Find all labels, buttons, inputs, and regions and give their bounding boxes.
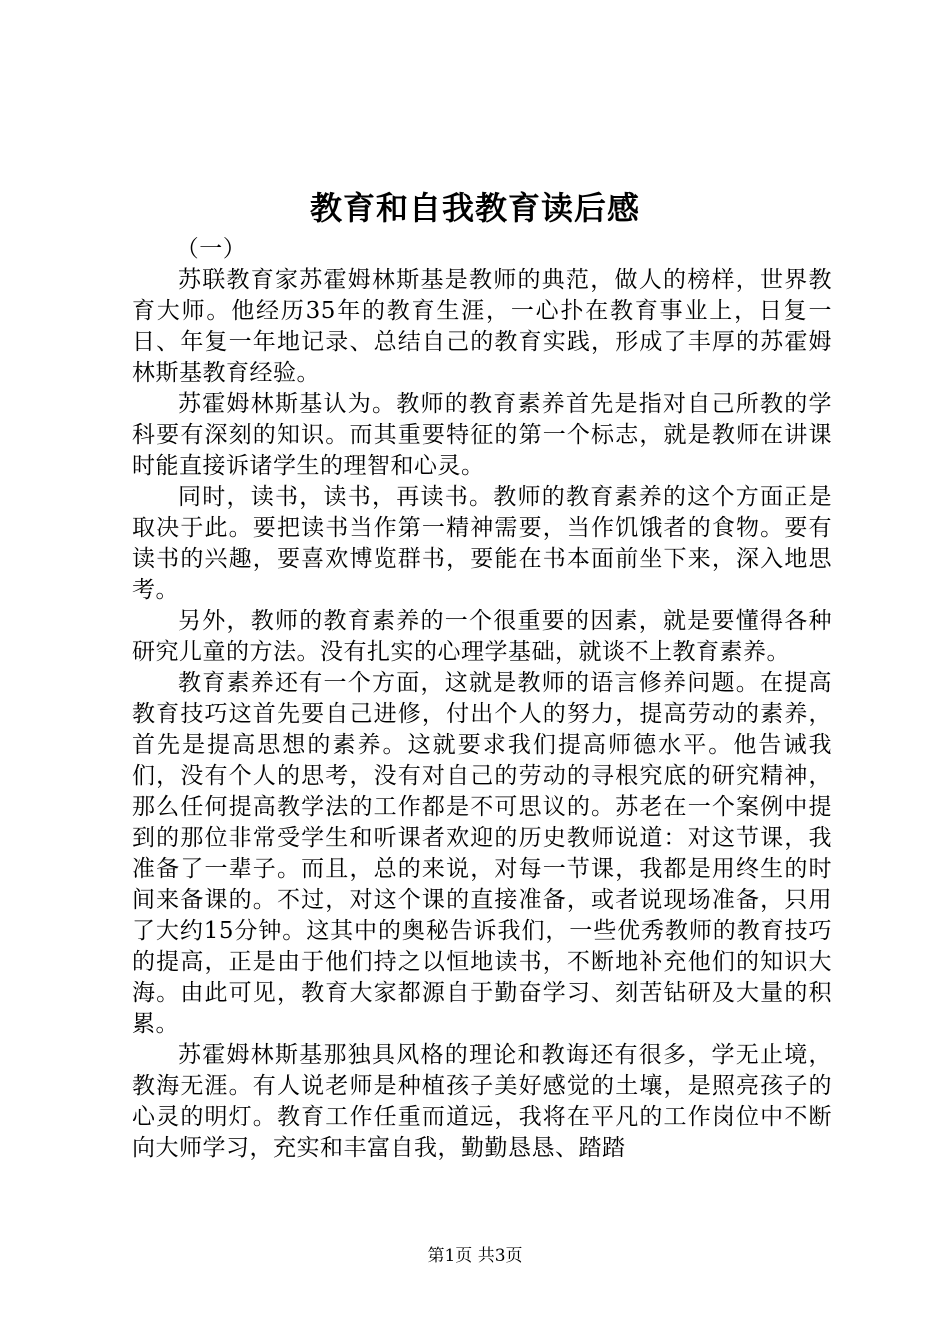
- paragraph-5: 教育素养还有一个方面，这就是教师的语言修养问题。在提高教育技巧这首先要自己进修，付出个人的努力，提高劳动的素养，首先是提高思想的素养。这就要求我们提高师德水平。他告诫我们，没有个人的思考，没有对自己的劳动的寻根究底的研究精神，那么任何提高教学法的工作都是不可思议的。苏老在一个案例中提到的那位非常受学生和听课者欢迎的历史教师说道：对这节课，我准备了一辈子。而且，总的来说，对每一节课，我都是用终生的时间来备课的。不过，对这个课的直接准备，或者说现场准备，只用了大约15分钟。这其中的奥秘告诉我们，一些优秀教师的教育技巧的提高，正是由于他们持之以恒地读书，不断地补充他们的知识大海。由此可见，教育大家都源自于勤奋学习、刻苦钻研及大量的积累。: [132, 670, 832, 1037]
- paragraph-6: 苏霍姆林斯基那独具风格的理论和教诲还有很多，学无止境，教海无涯。有人说老师是种植孩子美好感觉的土壤，是照亮孩子的心灵的明灯。教育工作任重而道远，我将在平凡的工作岗位中不断向大师学习，充实和丰富自我，勤勤恳恳、踏踏: [132, 1042, 832, 1161]
- document-title: 教育和自我教育读后感: [309, 189, 640, 227]
- section-marker: （一）: [175, 236, 247, 262]
- document-body: [132, 234, 832, 1164]
- paragraph-1: 苏联教育家苏霍姆林斯基是教师的典范，做人的榜样，世界教育大师。他经历35年的教育生涯，一心扑在教育事业上，日复一日、年复一年地记录、总结自己的教育实践，形成了丰厚的苏霍姆林斯基教育经验。: [132, 267, 832, 386]
- paragraph-2: 苏霍姆林斯基认为。教师的教育素养首先是指对自己所教的学科要有深刻的知识。而其重要特征的第一个标志，就是教师在讲课时能直接诉诸学生的理智和心灵。: [132, 391, 832, 479]
- paragraph-4: 另外，教师的教育素养的一个很重要的因素，就是要懂得各种研究儿童的方法。没有扎实的心理学基础，就谈不上教育素养。: [132, 608, 832, 665]
- page-footer: 第1页 共3页: [427, 1246, 523, 1266]
- paragraph-3: 同时，读书，读书，再读书。教师的教育素养的这个方面正是取决于此。要把读书当作第一精神需要，当作饥饿者的食物。要有读书的兴趣，要喜欢博览群书，要能在书本面前坐下来，深入地思考。: [132, 484, 832, 603]
